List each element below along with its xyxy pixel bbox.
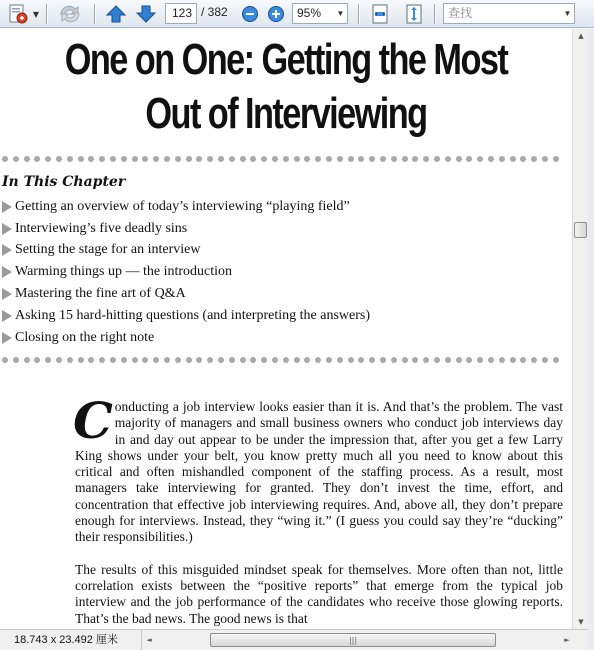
page-number-input[interactable]: 123 — [165, 3, 197, 24]
divider-dot — [304, 156, 310, 162]
previous-page-icon[interactable] — [104, 3, 128, 25]
divider-dot — [520, 357, 526, 363]
document-view[interactable] — [0, 29, 572, 629]
divider-dot — [142, 357, 148, 363]
divider-dot — [207, 357, 213, 363]
toolbar-divider — [46, 4, 47, 24]
scroll-thumb[interactable] — [574, 222, 587, 238]
divider-dot — [380, 156, 386, 162]
select-tool-dropdown-icon[interactable]: ▼ — [32, 9, 40, 19]
divider-dot — [369, 156, 375, 162]
divider-dot — [240, 156, 246, 162]
divider-dot — [456, 156, 462, 162]
divider-dot — [326, 156, 332, 162]
divider-dot — [456, 357, 462, 363]
divider-dot — [434, 357, 440, 363]
list-item: Closing on the right note — [2, 327, 370, 349]
divider-dot — [164, 156, 170, 162]
divider-dot — [142, 156, 148, 162]
divider-dot — [477, 357, 483, 363]
paragraph: The results of this misguided mindset speak for themselves. More often than not, little correlation exists between the “positive reports” that emerge from the typical job interview and the job performance of the candidates who receive those glowing reports. That’s the bad news. The good news is that — [75, 561, 563, 626]
divider-dot — [261, 156, 267, 162]
divider-dot — [153, 156, 159, 162]
scroll-thumb[interactable]: ||| — [210, 633, 496, 647]
zoom-select[interactable] — [292, 3, 348, 24]
divider-dot — [283, 357, 289, 363]
divider-dot — [423, 156, 429, 162]
search-placeholder: 查找 — [448, 6, 473, 20]
divider-dot — [56, 357, 62, 363]
divider-dot — [412, 357, 418, 363]
divider-dot — [121, 357, 127, 363]
divider-dot — [445, 156, 451, 162]
divider-dot — [175, 156, 181, 162]
dotted-divider — [0, 357, 564, 365]
divider-dot — [488, 156, 494, 162]
divider-dot — [510, 156, 516, 162]
divider-dot — [348, 357, 354, 363]
list-item: Warming things up — the introduction — [2, 261, 370, 283]
fit-width-icon[interactable] — [368, 3, 392, 25]
divider-dot — [240, 357, 246, 363]
divider-dot — [13, 156, 19, 162]
chapter-contents-list — [2, 196, 370, 349]
divider-dot — [520, 156, 526, 162]
divider-dot — [553, 357, 559, 363]
triangle-bullet-icon — [2, 310, 12, 322]
divider-dot — [337, 357, 343, 363]
divider-dot — [499, 156, 505, 162]
divider-dot — [369, 357, 375, 363]
scroll-down-icon[interactable]: ▼ — [578, 618, 584, 626]
triangle-bullet-icon — [2, 332, 12, 344]
status-bar — [0, 629, 588, 650]
divider-dot — [34, 357, 40, 363]
divider-dot — [229, 156, 235, 162]
divider-dot — [99, 357, 105, 363]
divider-dot — [67, 156, 73, 162]
list-item: Interviewing’s five deadly sins — [2, 218, 370, 240]
divider-dot — [56, 156, 62, 162]
divider-dot — [2, 357, 8, 363]
triangle-bullet-icon — [2, 288, 12, 300]
chapter-title — [63, 33, 509, 141]
divider-dot — [99, 156, 105, 162]
divider-dot — [2, 156, 8, 162]
divider-dot — [34, 156, 40, 162]
divider-dot — [434, 156, 440, 162]
divider-dot — [78, 156, 84, 162]
divider-dot — [67, 357, 73, 363]
divider-dot — [272, 357, 278, 363]
divider-dot — [326, 357, 332, 363]
divider-dot — [78, 357, 84, 363]
divider-dot — [380, 357, 386, 363]
divider-dot — [402, 156, 408, 162]
divider-dot — [445, 357, 451, 363]
divider-dot — [110, 357, 116, 363]
fit-page-icon[interactable] — [402, 3, 426, 25]
divider-dot — [402, 357, 408, 363]
list-item: Setting the stage for an interview — [2, 240, 370, 262]
window-edge — [588, 29, 594, 650]
divider-dot — [294, 357, 300, 363]
divider-dot — [337, 156, 343, 162]
search-input[interactable] — [443, 3, 575, 24]
divider-dot — [304, 357, 310, 363]
divider-dot — [24, 156, 30, 162]
horizontal-scrollbar[interactable] — [142, 632, 574, 648]
divider-dot — [315, 156, 321, 162]
divider-dot — [88, 357, 94, 363]
chapter-title-line: Out of Interviewing — [145, 89, 427, 138]
divider-dot — [348, 156, 354, 162]
triangle-bullet-icon — [2, 223, 12, 235]
list-item: Getting an overview of today’s interviewing “playing field” — [2, 196, 370, 218]
section-heading: In This Chapter — [2, 174, 126, 190]
list-item: Mastering the fine art of Q&A — [2, 283, 370, 305]
divider-dot — [358, 156, 364, 162]
triangle-bullet-icon — [2, 244, 12, 256]
divider-dot — [531, 357, 537, 363]
divider-dot — [186, 156, 192, 162]
divider-dot — [553, 156, 559, 162]
chevron-down-icon[interactable]: ▼ — [336, 9, 345, 18]
divider-dot — [391, 156, 397, 162]
toolbar — [0, 0, 594, 28]
divider-dot — [207, 156, 213, 162]
divider-dot — [88, 156, 94, 162]
divider-dot — [542, 357, 548, 363]
next-page-icon[interactable] — [134, 3, 158, 25]
drop-cap: C — [73, 391, 113, 450]
divider-dot — [358, 357, 364, 363]
divider-dot — [423, 357, 429, 363]
divider-dot — [510, 357, 516, 363]
divider-dot — [218, 156, 224, 162]
divider-dot — [164, 357, 170, 363]
divider-dot — [250, 156, 256, 162]
divider-dot — [132, 357, 138, 363]
divider-dot — [261, 357, 267, 363]
snapshot-icon[interactable] — [56, 3, 84, 25]
divider-dot — [196, 357, 202, 363]
divider-dot — [542, 156, 548, 162]
divider-dot — [186, 357, 192, 363]
divider-dot — [477, 156, 483, 162]
divider-dot — [175, 357, 181, 363]
divider-dot — [272, 156, 278, 162]
body-text — [73, 391, 563, 629]
vertical-scrollbar[interactable] — [572, 29, 588, 629]
toolbar-divider — [434, 4, 435, 24]
divider-dot — [121, 156, 127, 162]
divider-dot — [412, 156, 418, 162]
page-total: / 382 — [201, 5, 228, 19]
toolbar-divider — [358, 4, 359, 24]
divider-dot — [391, 357, 397, 363]
chapter-title-line: One on One: Getting the Most — [64, 35, 508, 84]
divider-dot — [110, 156, 116, 162]
divider-dot — [250, 357, 256, 363]
divider-dot — [531, 156, 537, 162]
toolbar-divider — [94, 4, 95, 24]
divider-dot — [218, 357, 224, 363]
divider-dot — [466, 357, 472, 363]
divider-dot — [196, 156, 202, 162]
page-size-label: 18.743 x 23.492 厘米 — [0, 630, 142, 650]
divider-dot — [24, 357, 30, 363]
divider-dot — [13, 357, 19, 363]
zoom-in-icon[interactable] — [266, 3, 286, 25]
divider-dot — [499, 357, 505, 363]
chevron-down-icon[interactable]: ▼ — [563, 9, 572, 18]
dotted-divider — [0, 156, 564, 164]
divider-dot — [283, 156, 289, 162]
scroll-left-icon[interactable]: ◄ — [146, 636, 152, 644]
triangle-bullet-icon — [2, 266, 12, 278]
divider-dot — [45, 156, 51, 162]
triangle-bullet-icon — [2, 201, 12, 213]
divider-dot — [132, 156, 138, 162]
list-item: Asking 15 hard-hitting questions (and interpreting the answers) — [2, 305, 370, 327]
divider-dot — [466, 156, 472, 162]
divider-dot — [315, 357, 321, 363]
divider-dot — [229, 357, 235, 363]
zoom-value: 95% — [297, 6, 322, 20]
divider-dot — [294, 156, 300, 162]
divider-dot — [153, 357, 159, 363]
scroll-up-icon[interactable]: ▲ — [578, 32, 584, 40]
scroll-right-icon[interactable]: ► — [564, 636, 570, 644]
zoom-out-icon[interactable] — [240, 3, 260, 25]
divider-dot — [488, 357, 494, 363]
paragraph: Conducting a job interview looks easier than it is. And that’s the problem. The vast majority of managers and small business owners who conduct job interviews day in and day out appear to be under the impression that, after you get a few Larry King shows under your belt, you know pretty much all you need to know about this critical and often mishandled component of the staffing process. As a result, most managers take interviewing for granted. They don’t invest the time, effort, and concentration that effective job interviewing requires. And, above all, they don’t prepare enough for interviews. Instead, they “wing it.” (I guess you could say they’re “ducking” their responsibilities.) — [73, 391, 563, 545]
select-tool-icon[interactable] — [5, 3, 31, 25]
divider-dot — [45, 357, 51, 363]
